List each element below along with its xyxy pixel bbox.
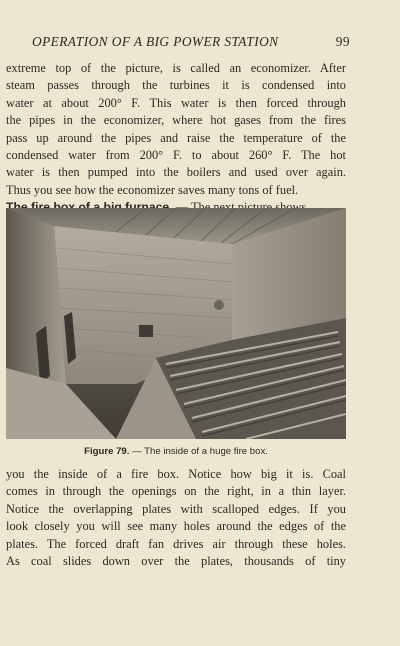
text-line: steam passes through the turbines it is condensed into [6,78,346,93]
page-number: 99 [335,34,350,49]
text-line: look closely you will see many holes around the edges of the [6,519,346,534]
running-head [32,34,350,50]
text-line: As coal slides down over the plates, thousands of tiny [6,553,346,568]
top-paragraph [6,60,346,217]
bottom-paragraph [6,466,346,570]
figure-photo [6,208,346,439]
running-head-title: OPERATION OF A BIG POWER STATION [32,34,279,49]
text-line: Notice the overlapping plates with scalloped edges. If you [6,501,346,516]
text-line: extreme top of the picture, is called an economizer. After [6,61,346,75]
figure-label: Figure 79. [84,446,130,457]
figure-caption [6,446,346,457]
figure-caption-text: — The inside of a huge fire box. [129,446,268,457]
text-line: the pipes in the economizer, where hot gases from the fires [6,113,346,128]
text-line: water is then pumped into the boilers and used over again. [6,165,346,180]
text-line: plates. The forced draft fan drives air through these holes. [6,536,346,551]
text-line: condensed water from 200° F. to about 260° F. The hot [6,147,346,162]
text-line: comes in through the openings on the right, in a thin layer. [6,484,346,499]
text-line: pass up around the pipes and raise the temperature of the [6,130,346,145]
text-line: you the inside of a fire box. Notice how big it is. Coal [6,467,346,481]
text-line: Thus you see how the economizer saves many tons of fuel. [6,182,299,197]
text-line: water at about 200° F. This water is then forced through [6,95,346,110]
fire-box-photo [6,208,346,439]
